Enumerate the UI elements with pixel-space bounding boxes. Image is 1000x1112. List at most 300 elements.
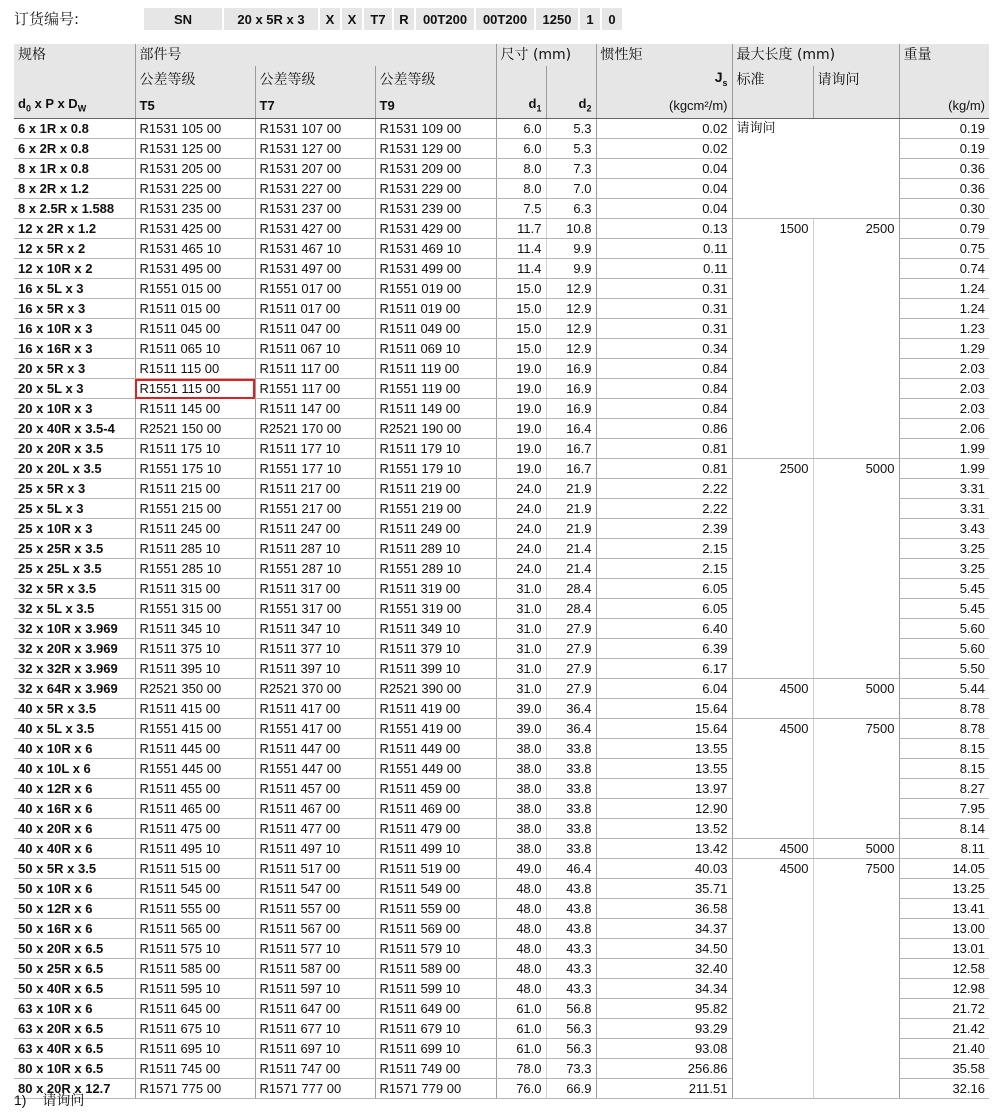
d2-cell: 27.9 bbox=[546, 619, 596, 639]
weight-cell: 8.78 bbox=[899, 719, 989, 739]
part-t5-cell: R1531 425 00 bbox=[135, 219, 255, 239]
inertia-cell: 35.71 bbox=[596, 879, 732, 899]
d2-cell: 5.3 bbox=[546, 119, 596, 139]
part-t9-cell: R1511 019 00 bbox=[375, 299, 496, 319]
weight-cell: 13.41 bbox=[899, 899, 989, 919]
part-t9-cell: R1511 519 00 bbox=[375, 859, 496, 879]
part-t9-cell: R1511 349 10 bbox=[375, 619, 496, 639]
part-t9-cell: R1531 239 00 bbox=[375, 199, 496, 219]
weight-cell: 21.72 bbox=[899, 999, 989, 1019]
order-code-segment: 00T200 bbox=[416, 8, 476, 30]
weight-cell: 12.98 bbox=[899, 979, 989, 999]
max-length-standard: 4500 bbox=[732, 859, 813, 1099]
part-t9-cell: R1511 119 00 bbox=[375, 359, 496, 379]
part-t5-cell: R1511 745 00 bbox=[135, 1059, 255, 1079]
header-tolerance-t9: 公差等级 bbox=[375, 66, 496, 94]
part-t9-cell: R1511 379 10 bbox=[375, 639, 496, 659]
size-cell: 8 x 2.5R x 1.588 bbox=[14, 199, 135, 219]
part-t7-cell: R1551 117 00 bbox=[255, 379, 375, 399]
part-t5-cell: R1511 115 00 bbox=[135, 359, 255, 379]
d1-cell: 11.4 bbox=[496, 239, 546, 259]
order-code-segment: X bbox=[342, 8, 364, 30]
inertia-cell: 0.31 bbox=[596, 279, 732, 299]
d2-cell: 56.8 bbox=[546, 999, 596, 1019]
inertia-cell: 0.31 bbox=[596, 319, 732, 339]
size-cell: 20 x 40R x 3.5-4 bbox=[14, 419, 135, 439]
order-code-segment: 1250 bbox=[536, 8, 580, 30]
part-t9-cell: R1531 429 00 bbox=[375, 219, 496, 239]
weight-cell: 13.25 bbox=[899, 879, 989, 899]
max-length-standard: 4500 bbox=[732, 839, 813, 859]
part-t5-cell: R1531 495 00 bbox=[135, 259, 255, 279]
part-t5-cell: R1511 395 10 bbox=[135, 659, 255, 679]
part-t5-cell: R1511 375 10 bbox=[135, 639, 255, 659]
part-t7-cell: R1511 697 10 bbox=[255, 1039, 375, 1059]
weight-cell: 5.60 bbox=[899, 639, 989, 659]
order-number-row bbox=[14, 6, 144, 30]
size-cell: 32 x 64R x 3.969 bbox=[14, 679, 135, 699]
part-t7-cell: R1511 397 10 bbox=[255, 659, 375, 679]
inertia-cell: 0.04 bbox=[596, 159, 732, 179]
part-t5-cell: R1551 115 00 bbox=[135, 379, 255, 399]
part-t5-cell: R1511 455 00 bbox=[135, 779, 255, 799]
d2-cell: 21.9 bbox=[546, 519, 596, 539]
size-cell: 50 x 40R x 6.5 bbox=[14, 979, 135, 999]
part-t9-cell: R1511 589 00 bbox=[375, 959, 496, 979]
size-cell: 63 x 40R x 6.5 bbox=[14, 1039, 135, 1059]
inertia-cell: 0.81 bbox=[596, 439, 732, 459]
weight-cell: 0.75 bbox=[899, 239, 989, 259]
part-t9-cell: R1511 049 00 bbox=[375, 319, 496, 339]
size-cell: 16 x 5R x 3 bbox=[14, 299, 135, 319]
d2-cell: 33.8 bbox=[546, 819, 596, 839]
part-t9-cell: R1511 069 10 bbox=[375, 339, 496, 359]
size-cell: 12 x 5R x 2 bbox=[14, 239, 135, 259]
part-t7-cell: R1511 577 10 bbox=[255, 939, 375, 959]
part-t7-cell: R1551 317 00 bbox=[255, 599, 375, 619]
d1-cell: 48.0 bbox=[496, 879, 546, 899]
d2-cell: 36.4 bbox=[546, 699, 596, 719]
size-cell: 40 x 40R x 6 bbox=[14, 839, 135, 859]
inertia-cell: 6.04 bbox=[596, 679, 732, 699]
part-t9-cell: R1511 459 00 bbox=[375, 779, 496, 799]
part-t5-cell: R1511 595 10 bbox=[135, 979, 255, 999]
d2-cell: 56.3 bbox=[546, 1019, 596, 1039]
d1-cell: 24.0 bbox=[496, 559, 546, 579]
part-t5-cell: R1511 315 00 bbox=[135, 579, 255, 599]
part-t5-cell: R1511 645 00 bbox=[135, 999, 255, 1019]
size-cell: 20 x 20L x 3.5 bbox=[14, 459, 135, 479]
d2-cell: 43.8 bbox=[546, 899, 596, 919]
d2-cell: 43.3 bbox=[546, 959, 596, 979]
size-cell: 20 x 20R x 3.5 bbox=[14, 439, 135, 459]
header-tolerance-t7: 公差等级 bbox=[255, 66, 375, 94]
d1-cell: 39.0 bbox=[496, 719, 546, 739]
size-cell: 50 x 5R x 3.5 bbox=[14, 859, 135, 879]
size-cell: 16 x 10R x 3 bbox=[14, 319, 135, 339]
size-cell: 32 x 20R x 3.969 bbox=[14, 639, 135, 659]
part-t5-cell: R1551 015 00 bbox=[135, 279, 255, 299]
part-t7-cell: R1511 677 10 bbox=[255, 1019, 375, 1039]
part-t9-cell: R1511 569 00 bbox=[375, 919, 496, 939]
order-code-segment: 00T200 bbox=[476, 8, 536, 30]
d2-cell: 28.4 bbox=[546, 599, 596, 619]
part-t9-cell: R1531 109 00 bbox=[375, 119, 496, 139]
part-t5-cell: R1511 555 00 bbox=[135, 899, 255, 919]
footnote bbox=[14, 1090, 84, 1110]
part-t5-cell: R1511 565 00 bbox=[135, 919, 255, 939]
part-t5-cell: R1531 205 00 bbox=[135, 159, 255, 179]
part-t5-cell: R1511 695 10 bbox=[135, 1039, 255, 1059]
part-t7-cell: R1551 447 00 bbox=[255, 759, 375, 779]
part-t9-cell: R1511 599 10 bbox=[375, 979, 496, 999]
weight-cell: 2.03 bbox=[899, 399, 989, 419]
part-t7-cell: R1551 287 10 bbox=[255, 559, 375, 579]
part-t7-cell: R1531 467 10 bbox=[255, 239, 375, 259]
weight-cell: 8.15 bbox=[899, 759, 989, 779]
inertia-cell: 36.58 bbox=[596, 899, 732, 919]
inertia-cell: 0.11 bbox=[596, 239, 732, 259]
size-cell: 32 x 5L x 3.5 bbox=[14, 599, 135, 619]
d1-cell: 24.0 bbox=[496, 539, 546, 559]
d1-cell: 19.0 bbox=[496, 459, 546, 479]
order-code-segment: R bbox=[394, 8, 416, 30]
part-t7-cell: R1571 777 00 bbox=[255, 1079, 375, 1099]
max-length-standard: 4500 bbox=[732, 679, 813, 719]
part-t9-cell: R1511 399 10 bbox=[375, 659, 496, 679]
header-js: $J_s$ bbox=[596, 66, 732, 94]
part-t7-cell: R1511 047 00 bbox=[255, 319, 375, 339]
order-code-segment: SN bbox=[144, 8, 224, 30]
part-t5-cell: R1511 245 00 bbox=[135, 519, 255, 539]
part-t7-cell: R1511 067 10 bbox=[255, 339, 375, 359]
part-t5-cell: R1531 235 00 bbox=[135, 199, 255, 219]
d2-cell: 6.3 bbox=[546, 199, 596, 219]
weight-cell: 5.44 bbox=[899, 679, 989, 699]
part-t9-cell: R1511 579 10 bbox=[375, 939, 496, 959]
size-cell: 40 x 5R x 3.5 bbox=[14, 699, 135, 719]
inertia-cell: 0.86 bbox=[596, 419, 732, 439]
d2-cell: 12.9 bbox=[546, 299, 596, 319]
part-t9-cell: R1531 209 00 bbox=[375, 159, 496, 179]
d2-cell: 56.3 bbox=[546, 1039, 596, 1059]
size-cell: 50 x 12R x 6 bbox=[14, 899, 135, 919]
d1-cell: 31.0 bbox=[496, 619, 546, 639]
d1-cell: 11.4 bbox=[496, 259, 546, 279]
weight-cell: 1.99 bbox=[899, 459, 989, 479]
d1-cell: 48.0 bbox=[496, 979, 546, 999]
inertia-cell: 0.02 bbox=[596, 119, 732, 139]
d1-cell: 6.0 bbox=[496, 119, 546, 139]
table-row bbox=[14, 859, 989, 879]
d2-cell: 7.0 bbox=[546, 179, 596, 199]
part-t7-cell: R1511 497 10 bbox=[255, 839, 375, 859]
part-t7-cell: R1511 317 00 bbox=[255, 579, 375, 599]
inertia-cell: 15.64 bbox=[596, 719, 732, 739]
d1-cell: 48.0 bbox=[496, 919, 546, 939]
d2-cell: 33.8 bbox=[546, 739, 596, 759]
part-t5-cell: R1511 145 00 bbox=[135, 399, 255, 419]
inertia-cell: 13.52 bbox=[596, 819, 732, 839]
header-weight-unit: (kg/m) bbox=[899, 94, 989, 119]
weight-cell: 0.79 bbox=[899, 219, 989, 239]
part-t9-cell: R1531 229 00 bbox=[375, 179, 496, 199]
inertia-cell: 256.86 bbox=[596, 1059, 732, 1079]
part-t9-cell: R1511 289 10 bbox=[375, 539, 496, 559]
part-t5-cell: R1551 445 00 bbox=[135, 759, 255, 779]
inertia-cell: 0.31 bbox=[596, 299, 732, 319]
d2-cell: 12.9 bbox=[546, 339, 596, 359]
weight-cell: 2.03 bbox=[899, 379, 989, 399]
weight-cell: 8.27 bbox=[899, 779, 989, 799]
inertia-cell: 0.02 bbox=[596, 139, 732, 159]
d1-cell: 24.0 bbox=[496, 499, 546, 519]
d1-cell: 48.0 bbox=[496, 939, 546, 959]
d2-cell: 16.9 bbox=[546, 359, 596, 379]
weight-cell: 0.36 bbox=[899, 159, 989, 179]
d1-cell: 78.0 bbox=[496, 1059, 546, 1079]
part-t5-cell: R1511 065 10 bbox=[135, 339, 255, 359]
part-t7-cell: R1551 217 00 bbox=[255, 499, 375, 519]
weight-cell: 5.50 bbox=[899, 659, 989, 679]
inertia-cell: 13.97 bbox=[596, 779, 732, 799]
weight-cell: 0.36 bbox=[899, 179, 989, 199]
weight-cell: 8.14 bbox=[899, 819, 989, 839]
part-t7-cell: R1551 177 10 bbox=[255, 459, 375, 479]
d1-cell: 38.0 bbox=[496, 779, 546, 799]
part-t5-cell: R1511 345 10 bbox=[135, 619, 255, 639]
d2-cell: 16.9 bbox=[546, 399, 596, 419]
footnote-text: 请询问 bbox=[42, 1093, 85, 1109]
part-t7-cell: R1511 377 10 bbox=[255, 639, 375, 659]
table-row bbox=[14, 679, 989, 699]
part-t9-cell: R1511 679 10 bbox=[375, 1019, 496, 1039]
part-t7-cell: R1511 287 10 bbox=[255, 539, 375, 559]
d2-cell: 9.9 bbox=[546, 259, 596, 279]
d2-cell: 36.4 bbox=[546, 719, 596, 739]
inertia-cell: 0.11 bbox=[596, 259, 732, 279]
part-t7-cell: R1511 567 00 bbox=[255, 919, 375, 939]
weight-cell: 14.05 bbox=[899, 859, 989, 879]
d1-cell: 15.0 bbox=[496, 319, 546, 339]
part-t7-cell: R1511 597 10 bbox=[255, 979, 375, 999]
inertia-cell: 15.64 bbox=[596, 699, 732, 719]
header-inquire: 请询问 bbox=[813, 66, 899, 94]
part-t9-cell: R2521 390 00 bbox=[375, 679, 496, 699]
size-cell: 16 x 16R x 3 bbox=[14, 339, 135, 359]
d1-cell: 19.0 bbox=[496, 359, 546, 379]
order-code-segment: 1 bbox=[580, 8, 602, 30]
part-t7-cell: R1511 217 00 bbox=[255, 479, 375, 499]
size-cell: 32 x 5R x 3.5 bbox=[14, 579, 135, 599]
inertia-cell: 6.05 bbox=[596, 579, 732, 599]
order-code-segment: 20 x 5R x 3 bbox=[224, 8, 320, 30]
d1-cell: 19.0 bbox=[496, 439, 546, 459]
part-t7-cell: R1511 417 00 bbox=[255, 699, 375, 719]
size-cell: 40 x 5L x 3.5 bbox=[14, 719, 135, 739]
inertia-cell: 93.29 bbox=[596, 1019, 732, 1039]
d1-cell: 15.0 bbox=[496, 299, 546, 319]
header-size: 规格 bbox=[14, 44, 135, 66]
part-t9-cell: R1551 449 00 bbox=[375, 759, 496, 779]
size-cell: 20 x 5R x 3 bbox=[14, 359, 135, 379]
header-tolerance-t5: 公差等级 bbox=[135, 66, 255, 94]
part-t5-cell: R1511 515 00 bbox=[135, 859, 255, 879]
inertia-cell: 0.84 bbox=[596, 379, 732, 399]
d2-cell: 27.9 bbox=[546, 679, 596, 699]
d2-cell: 21.4 bbox=[546, 559, 596, 579]
part-t7-cell: R1531 427 00 bbox=[255, 219, 375, 239]
part-t5-cell: R1551 175 10 bbox=[135, 459, 255, 479]
weight-cell: 0.19 bbox=[899, 139, 989, 159]
part-t7-cell: R1511 647 00 bbox=[255, 999, 375, 1019]
size-cell: 80 x 10R x 6.5 bbox=[14, 1059, 135, 1079]
inertia-cell: 0.13 bbox=[596, 219, 732, 239]
d1-cell: 8.0 bbox=[496, 179, 546, 199]
d1-cell: 38.0 bbox=[496, 739, 546, 759]
d2-cell: 33.8 bbox=[546, 779, 596, 799]
part-t9-cell: R1511 149 00 bbox=[375, 399, 496, 419]
weight-cell: 32.16 bbox=[899, 1079, 989, 1099]
size-cell: 6 x 1R x 0.8 bbox=[14, 119, 135, 139]
inertia-cell: 12.90 bbox=[596, 799, 732, 819]
footnote-mark: 1) bbox=[14, 1092, 27, 1108]
weight-cell: 5.45 bbox=[899, 579, 989, 599]
size-cell: 50 x 25R x 6.5 bbox=[14, 959, 135, 979]
max-length-inquire: 5000 bbox=[813, 679, 899, 719]
part-t5-cell: R1511 015 00 bbox=[135, 299, 255, 319]
d2-cell: 46.4 bbox=[546, 859, 596, 879]
part-t5-cell: R1511 475 00 bbox=[135, 819, 255, 839]
inertia-cell: 2.15 bbox=[596, 559, 732, 579]
weight-cell: 0.19 bbox=[899, 119, 989, 139]
part-t7-cell: R1511 477 00 bbox=[255, 819, 375, 839]
part-t9-cell: R1511 549 00 bbox=[375, 879, 496, 899]
inertia-cell: 95.82 bbox=[596, 999, 732, 1019]
part-t5-cell: R1511 045 00 bbox=[135, 319, 255, 339]
d1-cell: 7.5 bbox=[496, 199, 546, 219]
size-cell: 25 x 5L x 3 bbox=[14, 499, 135, 519]
part-t7-cell: R1531 237 00 bbox=[255, 199, 375, 219]
part-t5-cell: R1511 675 10 bbox=[135, 1019, 255, 1039]
d1-cell: 61.0 bbox=[496, 999, 546, 1019]
part-t9-cell: R1511 559 00 bbox=[375, 899, 496, 919]
part-t9-cell: R1511 319 00 bbox=[375, 579, 496, 599]
d1-cell: 19.0 bbox=[496, 419, 546, 439]
weight-cell: 1.99 bbox=[899, 439, 989, 459]
size-cell: 50 x 10R x 6 bbox=[14, 879, 135, 899]
inertia-cell: 34.34 bbox=[596, 979, 732, 999]
table-row bbox=[14, 839, 989, 859]
d1-cell: 49.0 bbox=[496, 859, 546, 879]
weight-cell: 13.00 bbox=[899, 919, 989, 939]
part-t9-cell: R1551 219 00 bbox=[375, 499, 496, 519]
d1-cell: 61.0 bbox=[496, 1019, 546, 1039]
weight-cell: 0.74 bbox=[899, 259, 989, 279]
d1-cell: 19.0 bbox=[496, 379, 546, 399]
part-t5-cell: R1511 545 00 bbox=[135, 879, 255, 899]
d1-cell: 31.0 bbox=[496, 599, 546, 619]
size-cell: 25 x 5R x 3 bbox=[14, 479, 135, 499]
size-cell: 40 x 12R x 6 bbox=[14, 779, 135, 799]
d1-cell: 38.0 bbox=[496, 819, 546, 839]
part-t5-cell: R1531 225 00 bbox=[135, 179, 255, 199]
d2-cell: 33.8 bbox=[546, 799, 596, 819]
part-t9-cell: R1531 129 00 bbox=[375, 139, 496, 159]
header-d2: $d_2$ bbox=[546, 94, 596, 119]
part-t7-cell: R1511 117 00 bbox=[255, 359, 375, 379]
part-t5-cell: R2521 350 00 bbox=[135, 679, 255, 699]
d2-cell: 21.4 bbox=[546, 539, 596, 559]
header-t9: T9 bbox=[375, 94, 496, 119]
max-length-inquire: 2500 bbox=[813, 219, 899, 459]
part-t7-cell: R1511 517 00 bbox=[255, 859, 375, 879]
inertia-cell: 0.04 bbox=[596, 199, 732, 219]
size-cell: 25 x 25L x 3.5 bbox=[14, 559, 135, 579]
part-t7-cell: R1511 447 00 bbox=[255, 739, 375, 759]
part-t5-cell: R1511 585 00 bbox=[135, 959, 255, 979]
header-t5: T5 bbox=[135, 94, 255, 119]
part-t5-cell: R1511 175 10 bbox=[135, 439, 255, 459]
inertia-cell: 6.17 bbox=[596, 659, 732, 679]
max-length-inquire: 7500 bbox=[813, 859, 899, 1099]
table-row bbox=[14, 719, 989, 739]
part-t7-cell: R1551 017 00 bbox=[255, 279, 375, 299]
size-cell: 32 x 32R x 3.969 bbox=[14, 659, 135, 679]
header-dimensions: 尺寸 (mm) bbox=[496, 44, 596, 66]
d2-cell: 5.3 bbox=[546, 139, 596, 159]
d2-cell: 12.9 bbox=[546, 279, 596, 299]
product-table-body bbox=[14, 119, 989, 1099]
part-t7-cell: R1531 227 00 bbox=[255, 179, 375, 199]
inertia-cell: 93.08 bbox=[596, 1039, 732, 1059]
order-code-segment: 0 bbox=[602, 8, 624, 30]
product-table bbox=[14, 44, 989, 1099]
d1-cell: 31.0 bbox=[496, 659, 546, 679]
d1-cell: 38.0 bbox=[496, 759, 546, 779]
part-t7-cell: R1551 417 00 bbox=[255, 719, 375, 739]
d1-cell: 15.0 bbox=[496, 339, 546, 359]
d2-cell: 43.3 bbox=[546, 979, 596, 999]
weight-cell: 12.58 bbox=[899, 959, 989, 979]
header-t7: T7 bbox=[255, 94, 375, 119]
d2-cell: 43.8 bbox=[546, 919, 596, 939]
part-t9-cell: R1511 249 00 bbox=[375, 519, 496, 539]
d1-cell: 76.0 bbox=[496, 1079, 546, 1099]
size-cell: 32 x 10R x 3.969 bbox=[14, 619, 135, 639]
part-t9-cell: R1531 499 00 bbox=[375, 259, 496, 279]
weight-cell: 3.25 bbox=[899, 539, 989, 559]
order-code-segment: X bbox=[320, 8, 342, 30]
header-inertia-unit: (kgcm²/m) bbox=[596, 94, 732, 119]
size-cell: 6 x 2R x 0.8 bbox=[14, 139, 135, 159]
max-length-inquire: 7500 bbox=[813, 719, 899, 839]
weight-cell: 0.30 bbox=[899, 199, 989, 219]
d1-cell: 39.0 bbox=[496, 699, 546, 719]
size-cell: 8 x 1R x 0.8 bbox=[14, 159, 135, 179]
weight-cell: 5.60 bbox=[899, 619, 989, 639]
part-t7-cell: R1511 747 00 bbox=[255, 1059, 375, 1079]
size-cell: 63 x 10R x 6 bbox=[14, 999, 135, 1019]
d1-cell: 31.0 bbox=[496, 579, 546, 599]
d2-cell: 33.8 bbox=[546, 839, 596, 859]
part-t7-cell: R1531 497 00 bbox=[255, 259, 375, 279]
size-cell: 8 x 2R x 1.2 bbox=[14, 179, 135, 199]
part-t9-cell: R1551 319 00 bbox=[375, 599, 496, 619]
part-t5-cell: R2521 150 00 bbox=[135, 419, 255, 439]
inertia-cell: 32.40 bbox=[596, 959, 732, 979]
d2-cell: 9.9 bbox=[546, 239, 596, 259]
